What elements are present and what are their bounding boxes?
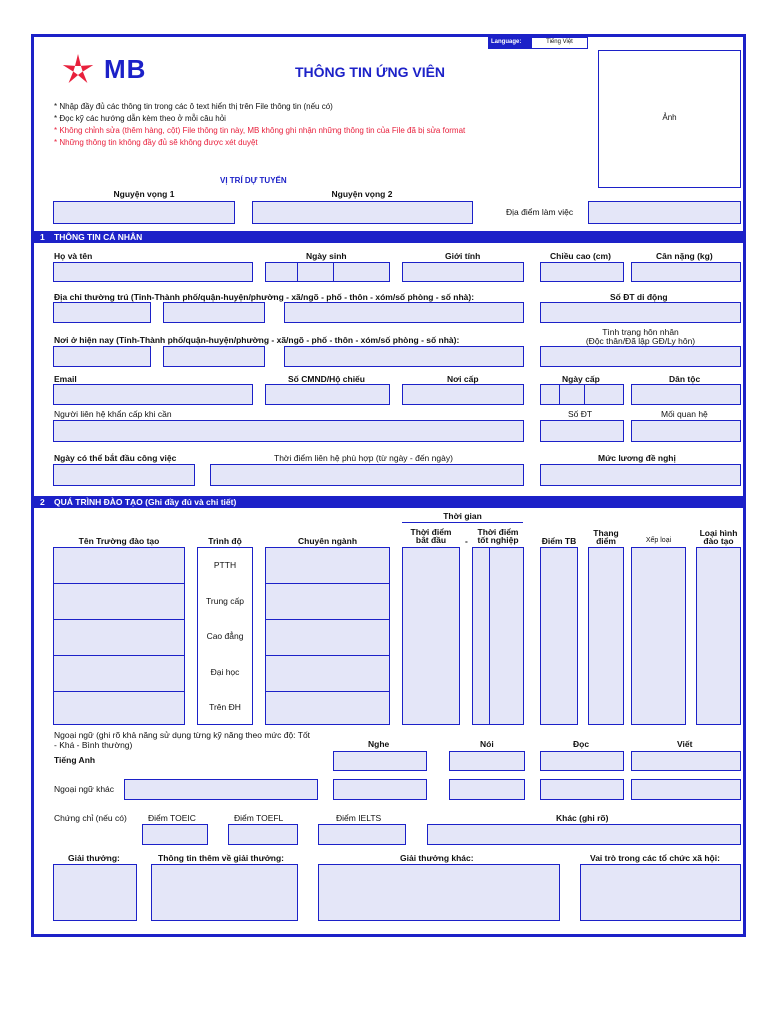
- toeic-field[interactable]: [142, 824, 208, 845]
- type-header-1: Loại hình: [699, 528, 738, 538]
- weight-field[interactable]: [631, 262, 741, 282]
- emergency-contact-label: Người liên hệ khẩn cấp khi cần: [54, 409, 172, 419]
- height-field[interactable]: [540, 262, 624, 282]
- level-header: Trình độ: [208, 536, 242, 546]
- relationship-label: Mối quan hệ: [661, 409, 708, 419]
- emergency-phone-label: Số ĐT: [568, 409, 593, 419]
- full-name-label: Họ và tên: [54, 251, 93, 261]
- email-field[interactable]: [53, 384, 253, 405]
- writing-header: Viết: [677, 739, 693, 749]
- major-row-5[interactable]: [265, 691, 390, 725]
- permanent-address-district[interactable]: [163, 302, 265, 323]
- certificates-label: Chứng chỉ (nếu có): [54, 813, 127, 823]
- full-name-field[interactable]: [53, 262, 253, 282]
- time-dash: -: [465, 536, 468, 546]
- english-label: Tiếng Anh: [54, 755, 96, 765]
- weight-label: Cân nặng (kg): [656, 251, 713, 261]
- wish2-label: Nguyện vọng 2: [331, 189, 393, 199]
- other-language-name[interactable]: [124, 779, 318, 800]
- gender-field[interactable]: [402, 262, 524, 282]
- social-roles-field[interactable]: [580, 864, 741, 921]
- award-info-label: Thông tin thêm về giải thưởng:: [158, 853, 284, 863]
- start-header-2: bắt đầu: [415, 535, 447, 545]
- current-address-city[interactable]: [53, 346, 151, 367]
- wish2-field[interactable]: [252, 201, 473, 224]
- type-column[interactable]: [696, 547, 741, 725]
- wish1-field[interactable]: [53, 201, 235, 224]
- awards-label: Giải thưởng:: [68, 853, 120, 863]
- end-header-2: tốt nghiệp: [477, 535, 519, 545]
- photo-label: Ảnh: [662, 113, 677, 122]
- listening-header: Nghe: [368, 739, 390, 749]
- section2-bar: [34, 496, 743, 508]
- salary-field[interactable]: [540, 464, 741, 486]
- logo-text: MB: [104, 54, 147, 84]
- mobile-label: Số ĐT di động: [610, 292, 668, 302]
- reading-header: Đọc: [573, 739, 590, 749]
- level-cao-dang: Cao đẳng: [206, 631, 244, 641]
- emergency-phone-field[interactable]: [540, 420, 624, 442]
- english-speaking[interactable]: [449, 751, 525, 771]
- section2-title: QUÁ TRÌNH ĐÀO TẠO (Ghi đầy đủ và chi tiết): [54, 497, 237, 507]
- issued-year-field[interactable]: [584, 384, 624, 405]
- language-note-1: Ngoại ngữ (ghi rõ khả năng sử dụng từng kỹ năng theo mức độ: Tốt: [54, 730, 311, 740]
- other-cert-label: Khác (ghi rõ): [556, 813, 609, 823]
- type-header-2: đào tạo: [703, 536, 734, 546]
- toefl-label: Điểm TOEFL: [234, 813, 284, 823]
- major-row-4[interactable]: [265, 655, 390, 692]
- award-info-field[interactable]: [151, 864, 298, 921]
- current-address-label: Nơi ở hiện nay (Tỉnh-Thành phố/quận-huyện/phường - xã/ngõ - phố - thôn - xóm/số phòng - số nhà):: [54, 335, 460, 345]
- other-language-reading[interactable]: [540, 779, 624, 800]
- school-row-1[interactable]: [53, 547, 185, 584]
- section2-number: 2: [40, 497, 45, 507]
- english-reading[interactable]: [540, 751, 624, 771]
- contact-time-field[interactable]: [210, 464, 524, 486]
- dob-year-field[interactable]: [333, 262, 390, 282]
- start-date-field[interactable]: [53, 464, 195, 486]
- dob-day-field[interactable]: [265, 262, 298, 282]
- rank-column[interactable]: [631, 547, 686, 725]
- mobile-field[interactable]: [540, 302, 741, 323]
- dob-label: Ngày sinh: [306, 251, 347, 261]
- permanent-address-city[interactable]: [53, 302, 151, 323]
- other-cert-field[interactable]: [427, 824, 741, 845]
- scale-column[interactable]: [588, 547, 624, 725]
- scale-header-1: Thang: [593, 528, 619, 538]
- start-header-1: Thời điểm: [410, 527, 452, 537]
- note-1: * Nhập đầy đủ các thông tin trong các ô text hiển thị trên File thông tin (nếu có): [54, 102, 333, 111]
- section1-number: 1: [40, 232, 45, 242]
- current-address-district[interactable]: [163, 346, 265, 367]
- position-heading: VỊ TRÍ DỰ TUYỂN: [220, 176, 287, 185]
- note-2: * Đọc kỹ các hướng dẫn kèm theo ở mỗi câu hỏi: [54, 114, 226, 123]
- marital-options-label: (Độc thân/Đã lập GĐ/Ly hôn): [585, 336, 696, 346]
- relationship-field[interactable]: [631, 420, 741, 442]
- end-header-1: Thời điểm: [477, 527, 519, 537]
- other-language-listening[interactable]: [333, 779, 427, 800]
- note-4: * Những thông tin không đầy đủ sẽ không được xét duyệt: [54, 138, 258, 147]
- end-date-column[interactable]: [472, 547, 524, 725]
- school-row-2[interactable]: [53, 583, 185, 620]
- ielts-field[interactable]: [318, 824, 406, 845]
- major-row-2[interactable]: [265, 583, 390, 620]
- other-awards-field[interactable]: [318, 864, 560, 921]
- id-number-field[interactable]: [265, 384, 390, 405]
- time-header: Thời gian: [443, 511, 482, 521]
- level-trung-cap: Trung cấp: [206, 596, 244, 606]
- dob-month-field[interactable]: [297, 262, 334, 282]
- language-value: Tiếng Việt: [546, 39, 573, 45]
- language-note-2: - Khá - Bình thường): [54, 740, 133, 750]
- gender-label: Giới tính: [445, 251, 481, 261]
- english-listening[interactable]: [333, 751, 427, 771]
- scale-header-2: điểm: [596, 536, 616, 546]
- salary-label: Mức lương đề nghị: [598, 453, 676, 463]
- permanent-address-street[interactable]: [284, 302, 524, 323]
- major-row-3[interactable]: [265, 619, 390, 656]
- ethnicity-field[interactable]: [631, 384, 741, 405]
- rank-header: Xếp loại: [645, 537, 672, 544]
- gpa-header: Điểm TB: [541, 536, 577, 546]
- note-3: * Không chỉnh sửa (thêm hàng, cột) File thông tin này, MB không ghi nhận những thông tin của File đã bị sửa format: [54, 126, 466, 135]
- school-header: Tên Trường đào tạo: [78, 536, 160, 546]
- language-label: Language:: [491, 39, 522, 45]
- level-tren-dh: Trên ĐH: [209, 702, 241, 712]
- level-dai-hoc: Đại học: [210, 667, 240, 677]
- issued-place-label: Nơi cấp: [447, 374, 479, 384]
- start-date-label: Ngày có thể bắt đầu công việc: [54, 453, 177, 463]
- gpa-column[interactable]: [540, 547, 578, 725]
- other-language-writing[interactable]: [631, 779, 741, 800]
- id-number-label: Số CMND/Hộ chiếu: [288, 374, 365, 384]
- other-language-speaking[interactable]: [449, 779, 525, 800]
- school-row-5[interactable]: [53, 691, 185, 725]
- social-roles-label: Vai trò trong các tổ chức xã hội:: [590, 853, 720, 863]
- school-row-3[interactable]: [53, 619, 185, 656]
- other-language-label: Ngoại ngữ khác: [54, 784, 115, 794]
- marital-status-field[interactable]: [540, 346, 741, 367]
- school-row-4[interactable]: [53, 655, 185, 692]
- speaking-header: Nói: [480, 739, 494, 749]
- level-ptth: PTTH: [213, 560, 237, 570]
- issued-day-field[interactable]: [540, 384, 560, 405]
- page-title: THÔNG TIN ỨNG VIÊN: [294, 64, 446, 80]
- major-row-1[interactable]: [265, 547, 390, 584]
- location-field[interactable]: [588, 201, 741, 224]
- time-underline: [402, 522, 523, 523]
- toefl-field[interactable]: [228, 824, 298, 845]
- location-label: Địa điểm làm việc: [506, 207, 574, 217]
- toeic-label: Điểm TOEIC: [148, 813, 196, 823]
- wish1-label: Nguyện vọng 1: [113, 189, 175, 199]
- issued-date-label: Ngày cấp: [562, 374, 600, 384]
- awards-field[interactable]: [53, 864, 137, 921]
- english-writing[interactable]: [631, 751, 741, 771]
- email-label: Email: [54, 374, 77, 384]
- start-date-column[interactable]: [402, 547, 460, 725]
- ethnicity-label: Dân tộc: [669, 374, 701, 384]
- emergency-contact-field[interactable]: [53, 420, 524, 442]
- marital-status-label: Tình trạng hôn nhân: [602, 327, 679, 337]
- issued-place-field[interactable]: [402, 384, 524, 405]
- issued-month-field[interactable]: [559, 384, 585, 405]
- mb-logo: [58, 52, 168, 88]
- height-label: Chiều cao (cm): [550, 251, 611, 261]
- current-address-street[interactable]: [284, 346, 524, 367]
- section1-title: THÔNG TIN CÁ NHÂN: [54, 232, 143, 242]
- ielts-label: Điểm IELTS: [336, 813, 382, 823]
- star-icon: [58, 52, 100, 88]
- permanent-address-label: Địa chỉ thường trú (Tỉnh-Thành phố/quận-huyện/phường - xã/ngõ - phố - thôn - xóm/số phòng - số nhà):: [54, 292, 475, 302]
- end-date-divider: [489, 547, 490, 725]
- section1-bar: [34, 231, 743, 243]
- contact-time-label: Thời điểm liên hệ phù hợp (từ ngày - đến ngày): [274, 453, 453, 463]
- major-header: Chuyên ngành: [297, 536, 358, 546]
- other-awards-label: Giải thưởng khác:: [400, 853, 474, 863]
